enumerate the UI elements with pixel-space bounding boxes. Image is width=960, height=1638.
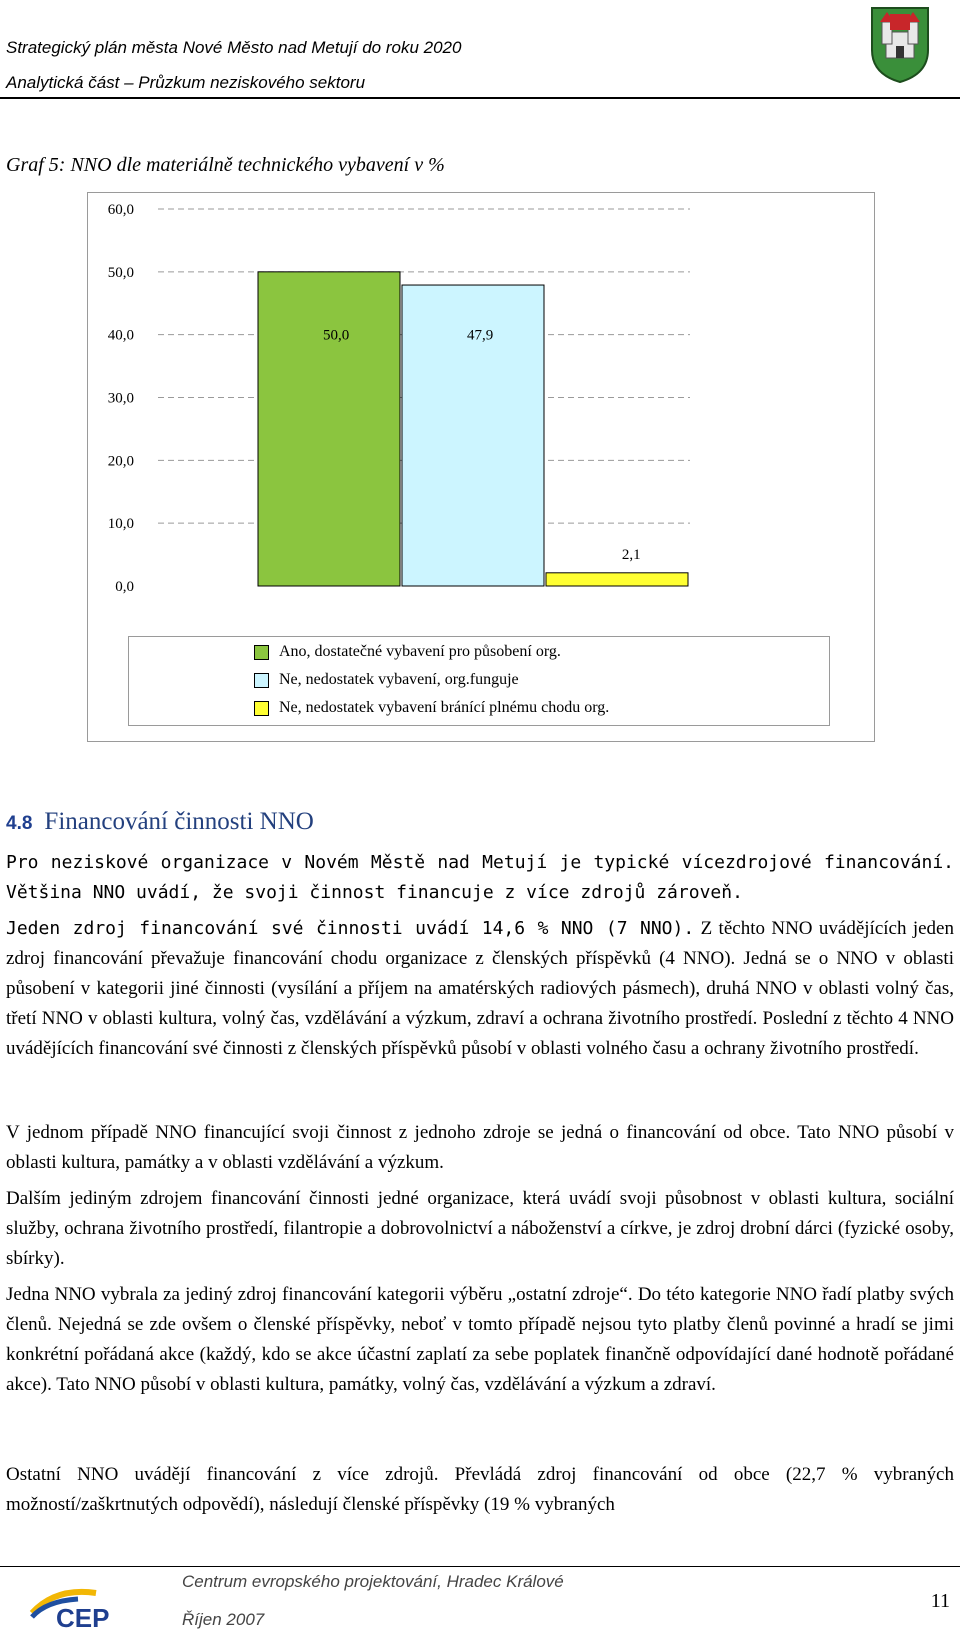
paragraph: Jedna NNO vybrala za jediný zdroj financování kategorii výběru „ostatní zdroje“. Do této kategorie NNO řadí platby svých členů. Nejedná se zde ovšem o členské příspěvky, neboť v tomto případě nejsou tyto platby členů povinné a hradí se jimi konkrétní pořádaná akce (každý, kdo se akce účastní zaplatí za sebe poplatek finančně odpovídající dané hodnotě pořádané akce). Tato NNO působí v oblasti kultura, památky, volný čas, vzdělávání a výzkum a zdraví. bbox=[6, 1284, 954, 1395]
legend-label: Ano, dostatečné vybavení pro působení org. bbox=[279, 643, 561, 660]
y-tick-label: 0,0 bbox=[115, 579, 134, 595]
header-divider bbox=[0, 97, 960, 99]
section-heading bbox=[6, 808, 314, 836]
y-tick-label: 50,0 bbox=[107, 264, 134, 281]
cep-logo-icon bbox=[26, 1583, 156, 1633]
legend-item bbox=[254, 641, 561, 663]
legend-swatch bbox=[254, 645, 269, 660]
y-tick-label: 40,0 bbox=[107, 327, 134, 344]
bar bbox=[258, 272, 400, 586]
chart-legend bbox=[128, 636, 830, 726]
logo-text: CEP bbox=[56, 1603, 110, 1633]
bar-value-label: 2,1 bbox=[621, 546, 641, 563]
y-tick-label: 60,0 bbox=[107, 202, 134, 218]
y-tick-label: 20,0 bbox=[107, 453, 134, 470]
bar-value-label: 47,9 bbox=[466, 327, 494, 344]
paragraph: V jednom případě NNO financující svoji činnost z jednoho zdroje se jedná o financování od obce. Tato NNO působí v oblasti kultura, památky a v oblasti vzdělávání a výzkum. bbox=[6, 1122, 954, 1173]
legend-label: Ne, nedostatek vybavení bránící plnému chodu org. bbox=[279, 699, 610, 716]
city-crest-icon bbox=[868, 4, 932, 84]
legend-label: Ne, nedostatek vybavení, org.funguje bbox=[279, 671, 519, 688]
paragraph: Dalším jediným zdrojem financování činnosti jedné organizace, která uvádí svoji působnost v oblasti kultura, sociální služby, ochrana životního prostředí, filantropie a dobrovolnictví a náboženství a církve, je zdroj drobní dárci (fyzické osoby, sbírky). bbox=[6, 1188, 954, 1269]
paragraph-lead: Jeden zdroj financování své činnosti uvádí 14,6 % NNO (7 NNO). bbox=[6, 918, 695, 939]
section-title: Financování činnosti NNO bbox=[44, 808, 314, 835]
footer-organization: Centrum evropského projektování, Hradec Králové bbox=[182, 1572, 564, 1591]
page-number: 11 bbox=[930, 1590, 950, 1612]
footer-date: Říjen 2007 bbox=[182, 1610, 265, 1629]
footer-divider bbox=[0, 1566, 960, 1567]
bar bbox=[546, 573, 688, 586]
legend-swatch bbox=[254, 701, 269, 716]
legend-swatch bbox=[254, 673, 269, 688]
paragraph: Ostatní NNO uvádějí financování z více zdrojů. Převládá zdroj financování od obce (22,7 % vybraných možností/zaškrtnutých odpovědí), následují členské příspěvky (19 % vybraných bbox=[6, 1464, 954, 1515]
section-number: 4.8 bbox=[6, 813, 33, 834]
legend-item bbox=[254, 697, 609, 719]
y-tick-label: 10,0 bbox=[107, 516, 134, 533]
paragraph bbox=[6, 914, 954, 1064]
bar-value-label: 50,0 bbox=[322, 327, 350, 344]
graph-caption: Graf 5: NNO dle materiálně technického vybavení v % bbox=[6, 154, 445, 176]
header-subtitle: Analytická část – Průzkum neziskového sektoru bbox=[6, 73, 366, 92]
legend-item bbox=[254, 669, 519, 691]
paragraph: Pro neziskové organizace v Novém Městě nad Metují je typické vícezdrojové financování. Většina NNO uvádí, že svoji činnost financuje z více zdrojů zároveň. bbox=[6, 852, 954, 903]
paragraph-body: Z těchto NNO uvádějících jeden zdroj financování převažuje financování chodu organizace z členských příspěvků (4 NNO). Jedná se o NNO v oblasti působení v kategorii jiné činnosti (vysílání a příjem na amatérských radiových pásmech), druhá NNO v oblasti volný čas, třetí NNO v oblasti kultura, volný čas, vzdělávání a výzkum, zdraví a ochrana životního prostředí. Poslední z těchto 4 NNO uvádějících financování své činnosti z členských příspěvků působí v oblasti volného času a ochrany životního prostředí. bbox=[6, 918, 954, 1059]
header-title: Strategický plán města Nové Město nad Metují do roku 2020 bbox=[6, 38, 462, 57]
y-tick-label: 30,0 bbox=[107, 390, 134, 407]
